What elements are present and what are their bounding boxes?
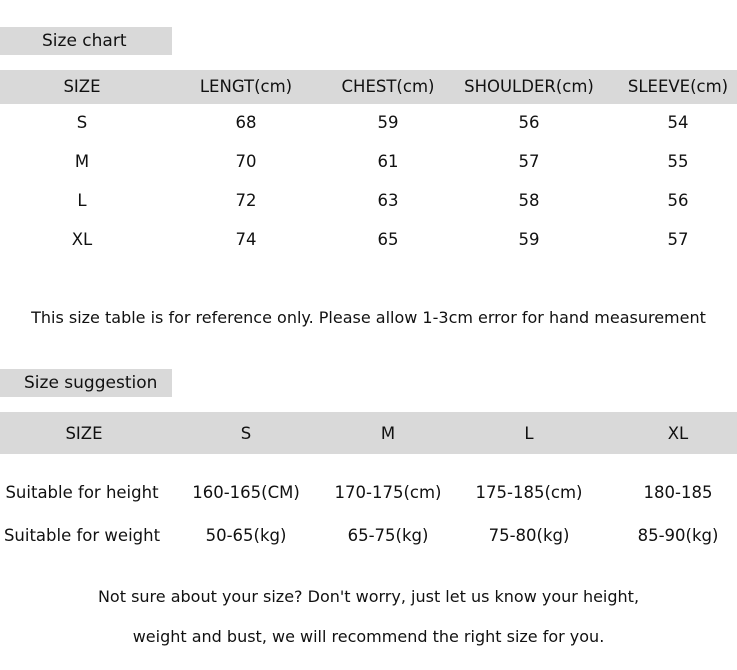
table-cell: 175-185(cm) [475,483,583,502]
table-cell: 160-165(CM) [192,483,300,502]
table-cell: M [74,152,90,171]
header-shoulder: SHOULDER(cm) [464,77,594,96]
table-cell: 54 [667,113,689,132]
table-cell: 75-80(kg) [488,526,570,545]
table-cell: 65-75(kg) [347,526,429,545]
table-cell: 70 [235,152,257,171]
header-m: M [380,424,396,443]
table-cell: 57 [667,230,689,249]
table-cell: 59 [518,230,540,249]
table-cell: 61 [377,152,399,171]
table-cell: S [76,113,88,132]
header-sleeve: SLEEVE(cm) [627,77,729,96]
table-cell: 180-185 [643,483,713,502]
table-cell: 63 [377,191,399,210]
table-cell: 170-175(cm) [334,483,442,502]
table-cell: L [77,191,87,210]
table-cell: 68 [235,113,257,132]
table-cell: 59 [377,113,399,132]
reference-note: This size table is for reference only. Please allow 1-3cm error for hand measurement [31,308,706,327]
table-cell: 72 [235,191,257,210]
footer-line-1: Not sure about your size? Don't worry, just let us know your height, [97,587,640,606]
footer-line-2: weight and bust, we will recommend the right size for you. [132,627,605,646]
header-chest: CHEST(cm) [341,77,435,96]
header-size: SIZE [63,77,101,96]
table-cell: XL [71,230,93,249]
header-length: LENGT(cm) [199,77,293,96]
table-cell: 55 [667,152,689,171]
header-xl: XL [667,424,689,443]
header-s: S [240,424,252,443]
row-label-height: Suitable for height [5,483,159,502]
size-suggestion-tag: Size suggestion [0,369,172,397]
header-l: L [524,424,534,443]
table-cell: 56 [667,191,689,210]
header-size: SIZE [65,424,103,443]
size-suggestion-header-band [0,412,737,454]
table-cell: 85-90(kg) [637,526,719,545]
size-chart-tag: Size chart [0,27,172,55]
table-cell: 74 [235,230,257,249]
table-cell: 56 [518,113,540,132]
table-cell: 58 [518,191,540,210]
row-label-weight: Suitable for weight [3,526,161,545]
table-cell: 65 [377,230,399,249]
table-cell: 57 [518,152,540,171]
table-cell: 50-65(kg) [205,526,287,545]
